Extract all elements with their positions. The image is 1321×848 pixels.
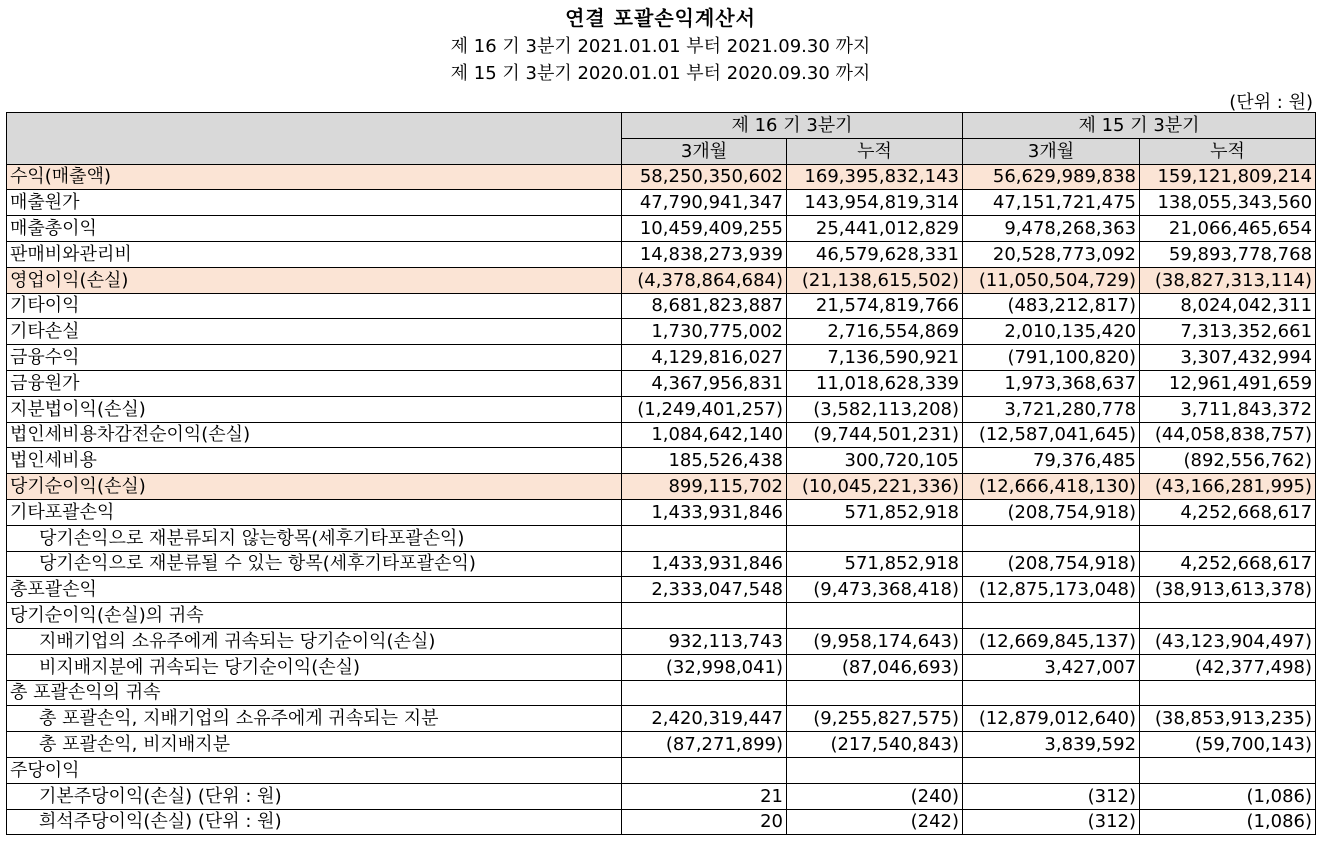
period-current: 제 16 기 3분기 2021.01.01 부터 2021.09.30 까지 (450, 36, 871, 57)
table-row (7, 448, 1316, 474)
row-label: 희석주당이익(손실) (단위 : 원) (7, 809, 622, 835)
table-row (7, 241, 1316, 267)
table-row (7, 474, 1316, 500)
value-cell: 1,973,368,637 (963, 370, 1140, 396)
value-cell: (1,086) (1140, 783, 1316, 809)
value-cell: 3,721,280,778 (963, 396, 1140, 422)
value-cell: 59,893,778,768 (1140, 241, 1316, 267)
value-cell: (12,669,845,137) (963, 628, 1140, 654)
row-label: 기본주당이익(손실) (단위 : 원) (7, 783, 622, 809)
row-label: 수익(매출액) (7, 164, 622, 190)
group-header-current: 제 16 기 3분기 (622, 113, 963, 139)
corner-header (7, 113, 622, 165)
income-statement-table (6, 112, 1316, 835)
row-label: 당기순이익(손실)의 귀속 (7, 603, 622, 629)
value-cell: (11,050,504,729) (963, 267, 1140, 293)
value-cell: 8,024,042,311 (1140, 293, 1316, 319)
value-cell (1140, 680, 1316, 706)
table-row (7, 267, 1316, 293)
value-cell: 169,395,832,143 (787, 164, 963, 190)
value-cell: 21,066,465,654 (1140, 216, 1316, 242)
row-label: 총 포괄손익의 귀속 (7, 680, 622, 706)
value-cell: 4,367,956,831 (622, 370, 787, 396)
value-cell (963, 757, 1140, 783)
value-cell: 8,681,823,887 (622, 293, 787, 319)
table-row (7, 732, 1316, 758)
value-cell: 47,790,941,347 (622, 190, 787, 216)
value-cell: 2,010,135,420 (963, 319, 1140, 345)
table-row (7, 190, 1316, 216)
value-cell: 9,478,268,363 (963, 216, 1140, 242)
value-cell: 899,115,702 (622, 474, 787, 500)
value-cell: (12,875,173,048) (963, 577, 1140, 603)
value-cell (622, 525, 787, 551)
value-cell: (791,100,820) (963, 345, 1140, 371)
table-row (7, 216, 1316, 242)
table-row (7, 525, 1316, 551)
table-row (7, 499, 1316, 525)
row-label: 총 포괄손익, 비지배지분 (7, 732, 622, 758)
value-cell: (87,271,899) (622, 732, 787, 758)
unit-label: (단위 : 원) (1229, 92, 1313, 113)
row-label: 기타이익 (7, 293, 622, 319)
value-cell: 1,084,642,140 (622, 422, 787, 448)
value-cell: (38,827,313,114) (1140, 267, 1316, 293)
value-cell: (892,556,762) (1140, 448, 1316, 474)
row-label: 지배기업의 소유주에게 귀속되는 당기순이익(손실) (7, 628, 622, 654)
row-label: 영업이익(손실) (7, 267, 622, 293)
row-label: 당기손익으로 재분류되지 않는항목(세후기타포괄손익) (7, 525, 622, 551)
table-row (7, 757, 1316, 783)
value-cell: 159,121,809,214 (1140, 164, 1316, 190)
value-cell: (312) (963, 783, 1140, 809)
value-cell: (42,377,498) (1140, 654, 1316, 680)
value-cell: 46,579,628,331 (787, 241, 963, 267)
row-label: 매출총이익 (7, 216, 622, 242)
value-cell: (9,958,174,643) (787, 628, 963, 654)
value-cell: 2,333,047,548 (622, 577, 787, 603)
value-cell: (12,879,012,640) (963, 706, 1140, 732)
value-cell: 79,376,485 (963, 448, 1140, 474)
value-cell: 571,852,918 (787, 551, 963, 577)
value-cell: (44,058,838,757) (1140, 422, 1316, 448)
value-cell: (9,744,501,231) (787, 422, 963, 448)
row-label: 주당이익 (7, 757, 622, 783)
value-cell: 14,838,273,939 (622, 241, 787, 267)
table-row (7, 370, 1316, 396)
value-cell: 4,129,816,027 (622, 345, 787, 371)
table-row (7, 706, 1316, 732)
table-row (7, 603, 1316, 629)
table-row (7, 577, 1316, 603)
value-cell: 1,730,775,002 (622, 319, 787, 345)
value-cell: 1,433,931,846 (622, 551, 787, 577)
value-cell: (59,700,143) (1140, 732, 1316, 758)
table-row (7, 551, 1316, 577)
value-cell: 2,716,554,869 (787, 319, 963, 345)
value-cell: (240) (787, 783, 963, 809)
value-cell: 138,055,343,560 (1140, 190, 1316, 216)
value-cell: (43,123,904,497) (1140, 628, 1316, 654)
row-label: 총 포괄손익, 지배기업의 소유주에게 귀속되는 지분 (7, 706, 622, 732)
value-cell: (38,913,613,378) (1140, 577, 1316, 603)
value-cell: 20 (622, 809, 787, 835)
value-cell: 1,433,931,846 (622, 499, 787, 525)
value-cell: 10,459,409,255 (622, 216, 787, 242)
value-cell: 12,961,491,659 (1140, 370, 1316, 396)
value-cell: 3,427,007 (963, 654, 1140, 680)
value-cell (963, 680, 1140, 706)
value-cell: (217,540,843) (787, 732, 963, 758)
value-cell: 47,151,721,475 (963, 190, 1140, 216)
row-label: 비지배지분에 귀속되는 당기순이익(손실) (7, 654, 622, 680)
table-row (7, 783, 1316, 809)
row-label: 매출원가 (7, 190, 622, 216)
value-cell (787, 680, 963, 706)
statement-title: 연결 포괄손익계산서 (565, 6, 756, 30)
value-cell: 56,629,989,838 (963, 164, 1140, 190)
value-cell: 25,441,012,829 (787, 216, 963, 242)
row-label: 당기순이익(손실) (7, 474, 622, 500)
table-row (7, 293, 1316, 319)
value-cell: 185,526,438 (622, 448, 787, 474)
value-cell: (21,138,615,502) (787, 267, 963, 293)
value-cell: (208,754,918) (963, 499, 1140, 525)
table-row (7, 422, 1316, 448)
value-cell: (208,754,918) (963, 551, 1140, 577)
value-cell (1140, 603, 1316, 629)
value-cell (1140, 757, 1316, 783)
period-prior: 제 15 기 3분기 2020.01.01 부터 2020.09.30 까지 (450, 63, 871, 84)
value-cell: (1,249,401,257) (622, 396, 787, 422)
row-label: 금융수익 (7, 345, 622, 371)
value-cell: 2,420,319,447 (622, 706, 787, 732)
value-cell: 143,954,819,314 (787, 190, 963, 216)
value-cell: 11,018,628,339 (787, 370, 963, 396)
value-cell: (9,473,368,418) (787, 577, 963, 603)
value-cell: (242) (787, 809, 963, 835)
value-cell: (12,666,418,130) (963, 474, 1140, 500)
table-row (7, 628, 1316, 654)
table-row (7, 809, 1316, 835)
value-cell: 20,528,773,092 (963, 241, 1140, 267)
value-cell (622, 603, 787, 629)
value-cell: (312) (963, 809, 1140, 835)
value-cell: (43,166,281,995) (1140, 474, 1316, 500)
value-cell (787, 757, 963, 783)
value-cell: (3,582,113,208) (787, 396, 963, 422)
value-cell: (9,255,827,575) (787, 706, 963, 732)
value-cell: 932,113,743 (622, 628, 787, 654)
table-row (7, 396, 1316, 422)
row-label: 기타손실 (7, 319, 622, 345)
row-label: 지분법이익(손실) (7, 396, 622, 422)
row-label: 법인세비용차감전순이익(손실) (7, 422, 622, 448)
value-cell: 21 (622, 783, 787, 809)
value-cell (963, 603, 1140, 629)
value-cell (622, 680, 787, 706)
sub-header-current-cumulative: 누적 (787, 138, 963, 164)
row-label: 금융원가 (7, 370, 622, 396)
value-cell: (4,378,864,684) (622, 267, 787, 293)
sub-header-prior-cumulative: 누적 (1140, 138, 1316, 164)
sub-header-prior-3m: 3개월 (963, 138, 1140, 164)
value-cell: 4,252,668,617 (1140, 499, 1316, 525)
value-cell: (483,212,817) (963, 293, 1140, 319)
row-label: 기타포괄손익 (7, 499, 622, 525)
value-cell (1140, 525, 1316, 551)
table-row (7, 680, 1316, 706)
value-cell: 3,839,592 (963, 732, 1140, 758)
value-cell: 300,720,105 (787, 448, 963, 474)
value-cell (622, 757, 787, 783)
value-cell: 21,574,819,766 (787, 293, 963, 319)
value-cell: 7,136,590,921 (787, 345, 963, 371)
table-row (7, 345, 1316, 371)
group-header-row (7, 113, 1316, 139)
table-row (7, 654, 1316, 680)
row-label: 법인세비용 (7, 448, 622, 474)
value-cell: 3,711,843,372 (1140, 396, 1316, 422)
value-cell (963, 525, 1140, 551)
value-cell: 58,250,350,602 (622, 164, 787, 190)
value-cell: (38,853,913,235) (1140, 706, 1316, 732)
value-cell (787, 603, 963, 629)
value-cell (787, 525, 963, 551)
value-cell: 571,852,918 (787, 499, 963, 525)
value-cell: (12,587,041,645) (963, 422, 1140, 448)
value-cell: (32,998,041) (622, 654, 787, 680)
statement-body (7, 164, 1316, 835)
value-cell: 3,307,432,994 (1140, 345, 1316, 371)
value-cell: 7,313,352,661 (1140, 319, 1316, 345)
table-row (7, 319, 1316, 345)
row-label: 당기손익으로 재분류될 수 있는 항목(세후기타포괄손익) (7, 551, 622, 577)
value-cell: (10,045,221,336) (787, 474, 963, 500)
sub-header-current-3m: 3개월 (622, 138, 787, 164)
value-cell: (87,046,693) (787, 654, 963, 680)
row-label: 판매비와관리비 (7, 241, 622, 267)
table-row (7, 164, 1316, 190)
group-header-prior: 제 15 기 3분기 (963, 113, 1316, 139)
value-cell: 4,252,668,617 (1140, 551, 1316, 577)
value-cell: (1,086) (1140, 809, 1316, 835)
row-label: 총포괄손익 (7, 577, 622, 603)
